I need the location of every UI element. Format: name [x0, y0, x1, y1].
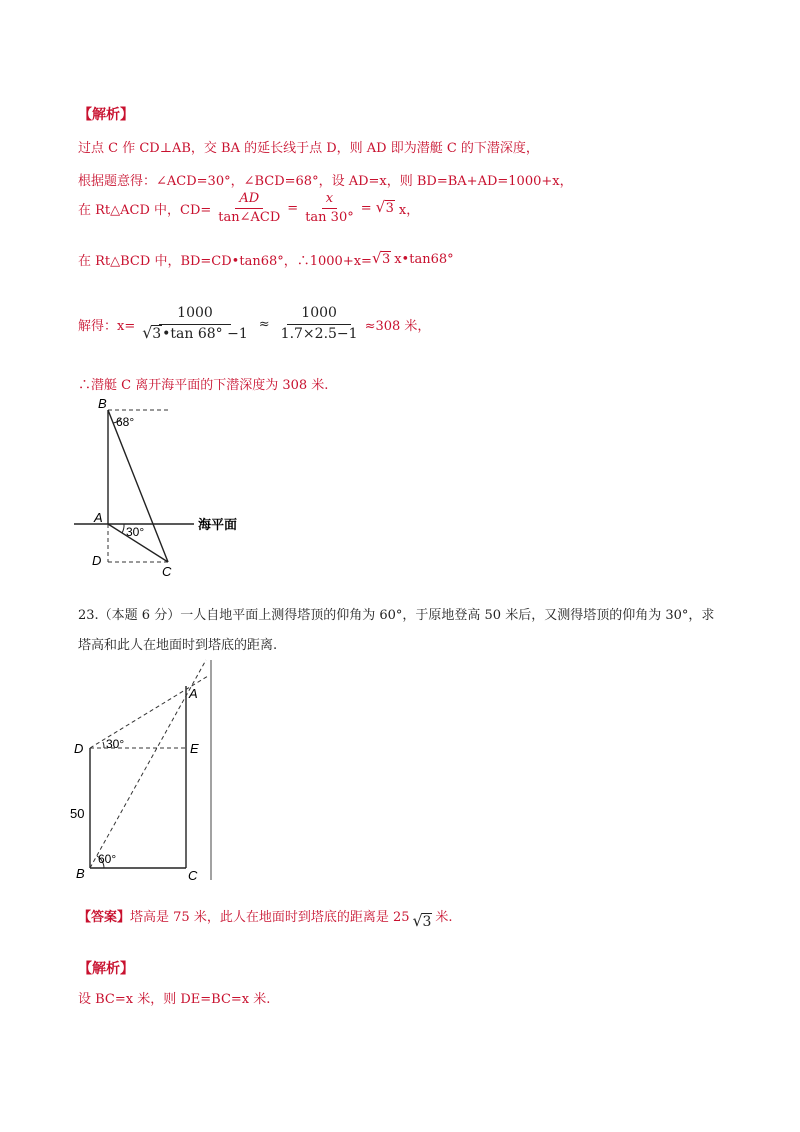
conclusion-line: ∴潜艇 C 离开海平面的下潜深度为 308 米. — [78, 378, 329, 393]
sqrt-3-answer: √ 3 — [412, 910, 432, 930]
frac1-numerator: AD — [235, 192, 263, 209]
solve-line — [78, 306, 430, 343]
solve-result: ≈308 米， — [364, 318, 431, 334]
length-50-label: 50 — [70, 806, 85, 821]
angle-60-label: 60° — [98, 852, 117, 866]
solve-frac1-num: 1000 — [159, 306, 231, 325]
angle-30-label: 30° — [126, 525, 145, 539]
angle-30-label: 30° — [106, 737, 125, 751]
approx-1: ≈ — [258, 316, 270, 332]
fraction-ad-over-tan-acd — [214, 192, 284, 226]
label-b: B — [98, 396, 107, 411]
segment-bc — [108, 410, 168, 562]
tower-diagram — [66, 656, 226, 884]
label-e: E — [190, 741, 199, 756]
frac1-denominator: tan∠ACD — [218, 210, 281, 226]
solve-fraction-2 — [277, 306, 362, 343]
radical-icon: √ — [371, 249, 382, 267]
solve-fraction-1 — [138, 306, 252, 343]
analysis-line-3 — [78, 192, 419, 226]
label-d: D — [92, 553, 102, 568]
answer-line — [78, 906, 453, 930]
solve-frac2-den: 1.7×2.5−1 — [280, 326, 358, 343]
label-c: C — [188, 868, 198, 883]
label-b: B — [76, 866, 85, 881]
angle-30-arc — [122, 524, 124, 533]
radical-icon: √ — [375, 198, 386, 217]
equals-1: = — [287, 201, 299, 217]
sqrt-3-b: √ 3 — [371, 249, 391, 267]
answer-text-2: 米. — [435, 910, 453, 925]
equals-2: = — [360, 201, 372, 217]
label-a: A — [94, 510, 103, 525]
problem-23-line-2: 塔高和此人在地面时到塔底的距离. — [78, 638, 278, 653]
label-a: A — [189, 686, 198, 701]
analysis-2-line-1: 设 BC=x 米，则 DE=BC=x 米. — [78, 992, 271, 1007]
label-c: C — [162, 564, 172, 579]
sqrt-3-a: √ 3 — [375, 198, 394, 217]
answer-text-1: 塔高是 75 米，此人在地面时到塔底的距离是 25 — [130, 910, 410, 925]
solve-prefix: 解得：x= — [78, 318, 136, 334]
analysis-line-4 — [78, 250, 454, 269]
analysis-line-1: 过点 C 作 CD⊥AB，交 BA 的延长线于点 D，则 AD 即为潜艇 C 的下潜深度， — [78, 141, 539, 156]
line3-prefix: 在 Rt△ACD 中，CD= — [78, 203, 212, 219]
jiexi-heading-2: 【解析】 — [78, 961, 134, 977]
analysis-line-2: 根据题意得：∠ACD=30°，∠BCD=68°，设 AD=x，则 BD=BA+AD=1000+x， — [78, 174, 573, 189]
line4-prefix: 在 Rt△BCD 中，BD=CD•tan68°，∴1000+x= — [78, 254, 372, 269]
problem-23-line-1: 23.（本题 6 分）一人自地平面上测得塔顶的仰角为 60°，于原地登高 50 米后，又测得塔顶的仰角为 30°，求 — [78, 608, 715, 623]
line4-suffix: x•tan68° — [394, 252, 454, 267]
label-d: D — [74, 741, 84, 756]
jiexi-heading-1: 【解析】 — [78, 107, 134, 123]
angle-30-arc — [103, 742, 104, 748]
line3-suffix: x， — [398, 203, 420, 219]
answer-prefix: 【答案】 — [78, 910, 131, 925]
sqrt-3-c: √ 3 — [142, 323, 162, 343]
radical-icon: √ — [412, 910, 423, 930]
sea-level-label: 海平面 — [198, 517, 238, 532]
frac2-numerator: x — [322, 192, 337, 209]
solve-frac1-den: √ 3 •tan 68° −1 — [142, 323, 248, 343]
angle-68-label: 68° — [116, 415, 135, 429]
solve-frac2-num: 1000 — [287, 306, 351, 325]
frac2-denominator: tan 30° — [305, 210, 354, 226]
radical-icon: √ — [142, 323, 153, 343]
submarine-diagram — [68, 394, 268, 584]
fraction-x-over-tan30 — [301, 192, 358, 226]
